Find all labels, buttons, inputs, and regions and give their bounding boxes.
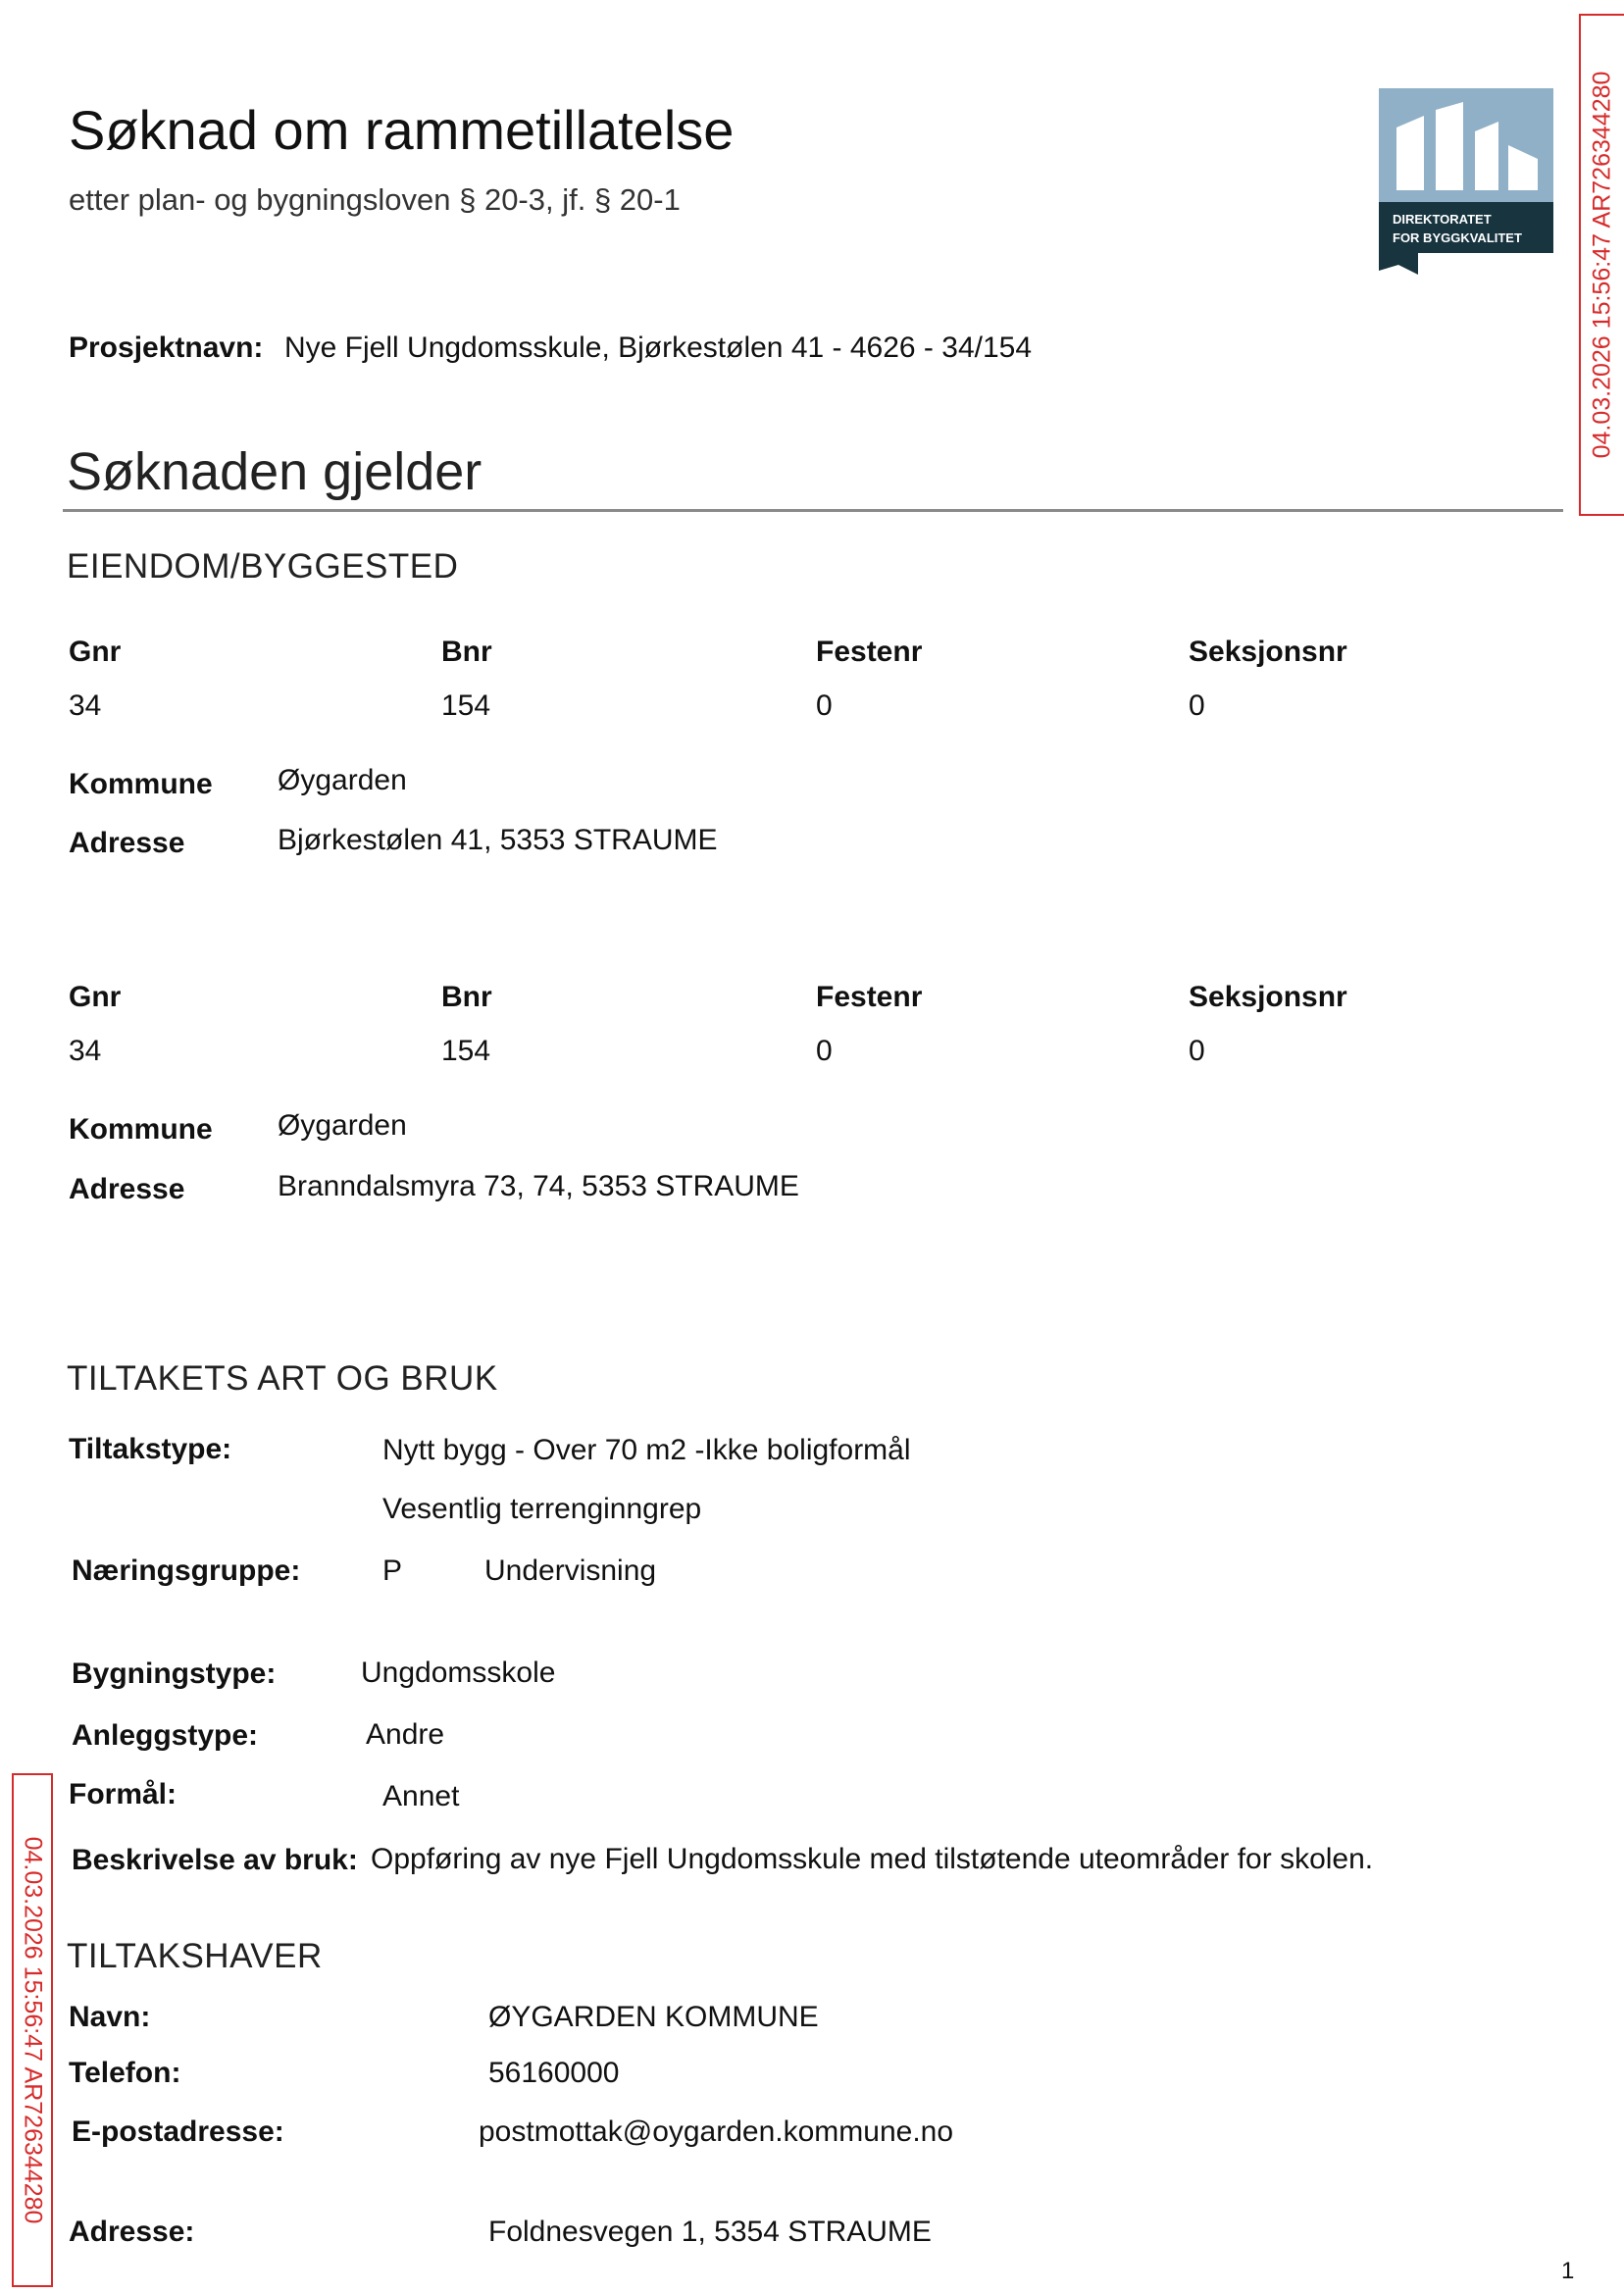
festenr-label: Festenr	[816, 636, 923, 668]
adresse-value: Bjørkestølen 41, 5353 STRAUME	[278, 824, 718, 856]
telefon-label: Telefon:	[69, 2057, 181, 2089]
project-label: Prosjektnavn:	[69, 331, 264, 364]
naeringsgruppe-value: Undervisning	[484, 1555, 657, 1587]
beskrivelse-label: Beskrivelse av bruk:	[72, 1844, 358, 1876]
receipt-stamp-text: 04.03.2026 15:56:47 AR726344280	[19, 1836, 47, 2224]
kommune-label: Kommune	[69, 768, 213, 800]
bygningstype-label: Bygningstype:	[72, 1657, 277, 1690]
formal-value: Annet	[382, 1780, 460, 1812]
seksjonsnr-label: Seksjonsnr	[1189, 636, 1347, 668]
tiltakstype-label: Tiltakstype:	[69, 1433, 232, 1465]
anleggstype-value: Andre	[366, 1718, 445, 1751]
gnr-value: 34	[69, 689, 102, 722]
bnr-label: Bnr	[441, 636, 492, 668]
document-title: Søknad om rammetillatelse	[69, 99, 735, 161]
adresse-label: Adresse	[69, 1173, 185, 1205]
bnr-value: 154	[441, 689, 491, 722]
navn-label: Navn:	[69, 2001, 151, 2033]
festenr-value: 0	[816, 689, 833, 722]
receipt-stamp-top	[1579, 14, 1624, 516]
logo-text-line-2: FOR BYGGKVALITET	[1393, 230, 1522, 245]
epost-value: postmottak@oygarden.kommune.no	[479, 2116, 954, 2148]
kommune-value: Øygarden	[278, 1109, 407, 1142]
naeringsgruppe-label: Næringsgruppe:	[72, 1555, 301, 1587]
project-value: Nye Fjell Ungdomsskule, Bjørkestølen 41 - 4626 - 34/154	[284, 331, 1033, 364]
adresse-label: Adresse	[69, 827, 185, 859]
section-divider	[63, 509, 1563, 512]
dibk-logo	[1379, 88, 1553, 275]
property-heading: EIENDOM/BYGGESTED	[67, 547, 459, 586]
seksjonsnr-label: Seksjonsnr	[1189, 981, 1347, 1013]
tiltakstype-value: Nytt bygg - Over 70 m2 -Ikke boligformål	[382, 1434, 911, 1466]
kommune-label: Kommune	[69, 1113, 213, 1146]
formal-label: Formål:	[69, 1778, 178, 1810]
tiltakstype-value: Vesentlig terrenginngrep	[382, 1493, 702, 1525]
dibk-logo-icon	[1379, 88, 1553, 275]
gnr-label: Gnr	[69, 636, 122, 668]
gnr-value: 34	[69, 1035, 102, 1067]
tiltakshaver-adresse-label: Adresse:	[69, 2216, 195, 2248]
seksjonsnr-value: 0	[1189, 1035, 1205, 1067]
anleggstype-label: Anleggstype:	[72, 1719, 259, 1752]
tiltak-heading: TILTAKETS ART OG BRUK	[67, 1359, 498, 1398]
festenr-label: Festenr	[816, 981, 923, 1013]
bygningstype-value: Ungdomsskole	[361, 1657, 556, 1689]
festenr-value: 0	[816, 1035, 833, 1067]
tiltakshaver-adresse-value: Foldnesvegen 1, 5354 STRAUME	[488, 2216, 932, 2248]
telefon-value: 56160000	[488, 2057, 620, 2089]
section-title: Søknaden gjelder	[67, 442, 482, 501]
seksjonsnr-value: 0	[1189, 689, 1205, 722]
tiltakshaver-heading: TILTAKSHAVER	[67, 1937, 323, 1975]
beskrivelse-value: Oppføring av nye Fjell Ungdomsskule med tilstøtende uteområder for skolen.	[371, 1843, 1374, 1875]
logo-text-line-1: DIREKTORATET	[1393, 212, 1492, 227]
receipt-stamp-bottom	[12, 1773, 53, 2287]
gnr-label: Gnr	[69, 981, 122, 1013]
page-number: 1	[1561, 2258, 1575, 2284]
kommune-value: Øygarden	[278, 764, 407, 796]
epost-label: E-postadresse:	[72, 2116, 284, 2148]
receipt-stamp-text: 04.03.2026 15:56:47 AR726344280	[1588, 71, 1616, 459]
adresse-value: Branndalsmyra 73, 74, 5353 STRAUME	[278, 1170, 799, 1202]
naeringsgruppe-code: P	[382, 1555, 403, 1587]
navn-value: ØYGARDEN KOMMUNE	[488, 2001, 819, 2033]
bnr-value: 154	[441, 1035, 491, 1067]
bnr-label: Bnr	[441, 981, 492, 1013]
document-subtitle: etter plan- og bygningsloven § 20-3, jf. § 20-1	[69, 182, 681, 217]
